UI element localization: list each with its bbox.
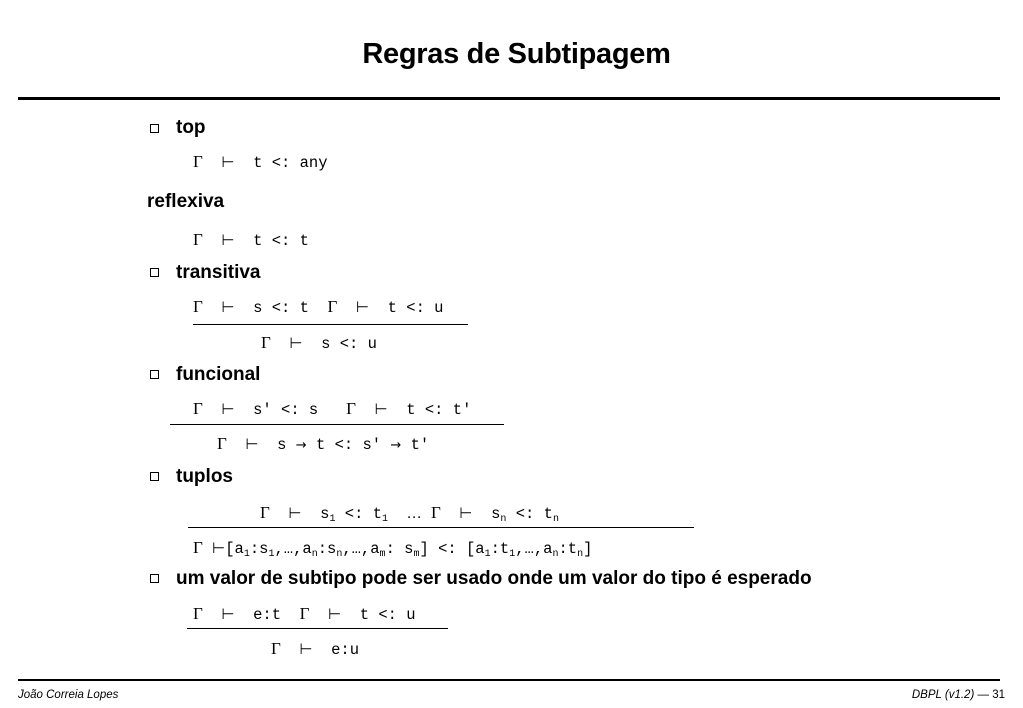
formula-text: t <: t — [253, 232, 309, 250]
heading-tuplos: tuplos — [176, 466, 233, 487]
tuple-part: ,…,a — [274, 540, 312, 558]
tuple-part: :s — [249, 540, 269, 558]
tuple-part: :t — [558, 540, 578, 558]
subsumption-conclusion — [271, 640, 359, 659]
heading-funcional: funcional — [176, 364, 261, 385]
heading-top: top — [176, 117, 206, 138]
turnstile-symbol: ⊢ — [289, 334, 303, 352]
turnstile-symbol: ⊢ — [459, 504, 473, 522]
subtype-op: <: — [515, 505, 535, 523]
tuplos-conclusion — [193, 539, 592, 558]
tuple-part: : s — [385, 540, 414, 558]
var-t: t — [372, 505, 382, 523]
subscript: 1 — [382, 514, 389, 525]
tuple-part: ] — [583, 540, 593, 558]
gamma-symbol: Γ — [193, 538, 203, 557]
turnstile-symbol: ⊢ — [221, 605, 235, 623]
arrow-symbol: → — [295, 438, 307, 453]
footer-dash: — — [977, 689, 989, 701]
footer-author: João Correia Lopes — [18, 689, 119, 701]
rule-reflexiva-formula — [193, 231, 309, 250]
var-s: s — [491, 505, 501, 523]
subscript: 1 — [509, 549, 516, 560]
inference-line — [170, 424, 504, 425]
tuple-part: :t — [490, 540, 510, 558]
tuplos-premise — [260, 504, 559, 523]
subscript: 1 — [329, 514, 336, 525]
turnstile-symbol: ⊢ — [221, 153, 235, 171]
tuple-part: ] <: [a — [419, 540, 485, 558]
gamma-symbol: Γ — [193, 604, 203, 623]
turnstile-symbol: ⊢ — [212, 539, 226, 557]
tuple-part: [a — [225, 540, 244, 558]
turnstile-symbol: ⊢ — [299, 640, 313, 658]
var-s: s — [320, 505, 330, 523]
premise-a: s' <: s — [253, 401, 319, 419]
conclusion-c: t' — [410, 436, 430, 454]
heading-subsumption: um valor de subtipo pode ser usado onde um valor do tipo é esperado — [176, 568, 812, 589]
rule-top-formula — [193, 153, 328, 172]
gamma-symbol: Γ — [430, 503, 441, 522]
footer-divider — [18, 679, 1000, 681]
turnstile-symbol: ⊢ — [328, 605, 342, 623]
gamma-symbol: Γ — [217, 434, 227, 453]
bullet-square-icon — [150, 124, 159, 133]
tuple-part: :s — [317, 540, 337, 558]
page-number: 31 — [992, 689, 1005, 701]
subscript: m — [379, 549, 386, 560]
subscript: 1 — [243, 549, 250, 560]
heading-transitiva: transitiva — [176, 262, 261, 283]
bullet-square-icon — [150, 268, 159, 277]
premise-b: t <: t' — [406, 401, 472, 419]
formula-text: t <: any — [253, 154, 328, 172]
gamma-symbol: Γ — [260, 503, 270, 522]
conclusion-a: s — [277, 436, 287, 454]
tuple-part: ,…,a — [342, 540, 380, 558]
gamma-symbol: Γ — [193, 152, 203, 171]
tuple-part: ,…,a — [515, 540, 553, 558]
gamma-symbol: Γ — [193, 230, 203, 249]
gamma-symbol: Γ — [193, 297, 203, 316]
bullet-square-icon — [150, 472, 159, 481]
gamma-symbol: Γ — [346, 399, 356, 418]
ellipsis: … — [406, 506, 422, 522]
subscript: n — [552, 514, 559, 525]
subtype-op: <: — [344, 505, 364, 523]
subscript: n — [552, 549, 559, 560]
gamma-symbol: Γ — [261, 333, 271, 352]
transitiva-premise — [193, 298, 443, 317]
inference-line — [187, 628, 448, 629]
turnstile-symbol: ⊢ — [221, 231, 235, 249]
footer-right — [912, 689, 1005, 701]
turnstile-symbol: ⊢ — [221, 298, 235, 316]
premise-a: e:t — [253, 606, 282, 624]
conclusion-b: t <: s' — [315, 436, 382, 454]
subscript: n — [311, 549, 318, 560]
footer-source: DBPL (v1.2) — [911, 689, 975, 701]
subscript: n — [500, 514, 507, 525]
premise-a: s <: t — [253, 299, 309, 317]
gamma-symbol: Γ — [299, 604, 310, 623]
funcional-conclusion — [217, 435, 429, 454]
page-title: Regras de Subtipagem — [362, 38, 671, 70]
premise-b: t <: u — [359, 606, 416, 624]
gamma-symbol: Γ — [193, 399, 203, 418]
arrow-symbol: → — [390, 438, 402, 453]
subscript: n — [336, 549, 343, 560]
inference-line — [193, 324, 468, 325]
turnstile-symbol: ⊢ — [288, 504, 302, 522]
bullet-square-icon — [150, 574, 159, 583]
var-t: t — [543, 505, 553, 523]
conclusion: e:u — [331, 641, 360, 659]
turnstile-symbol: ⊢ — [374, 400, 388, 418]
conclusion: s <: u — [321, 335, 377, 353]
turnstile-symbol: ⊢ — [355, 298, 370, 316]
turnstile-symbol: ⊢ — [245, 435, 259, 453]
bullet-square-icon — [150, 370, 159, 379]
subscript: 1 — [484, 549, 491, 560]
heading-reflexiva: reflexiva — [147, 191, 225, 212]
gamma-symbol: Γ — [327, 297, 338, 316]
gamma-symbol: Γ — [271, 639, 281, 658]
subsumption-premise — [193, 605, 416, 624]
premise-b: t <: u — [387, 299, 444, 317]
funcional-premise — [193, 400, 471, 419]
subscript: n — [577, 549, 584, 560]
transitiva-conclusion — [261, 334, 377, 353]
subscript: 1 — [268, 549, 275, 560]
title-divider — [18, 97, 1000, 100]
subscript: m — [413, 549, 420, 560]
inference-line — [188, 527, 694, 528]
turnstile-symbol: ⊢ — [221, 400, 235, 418]
